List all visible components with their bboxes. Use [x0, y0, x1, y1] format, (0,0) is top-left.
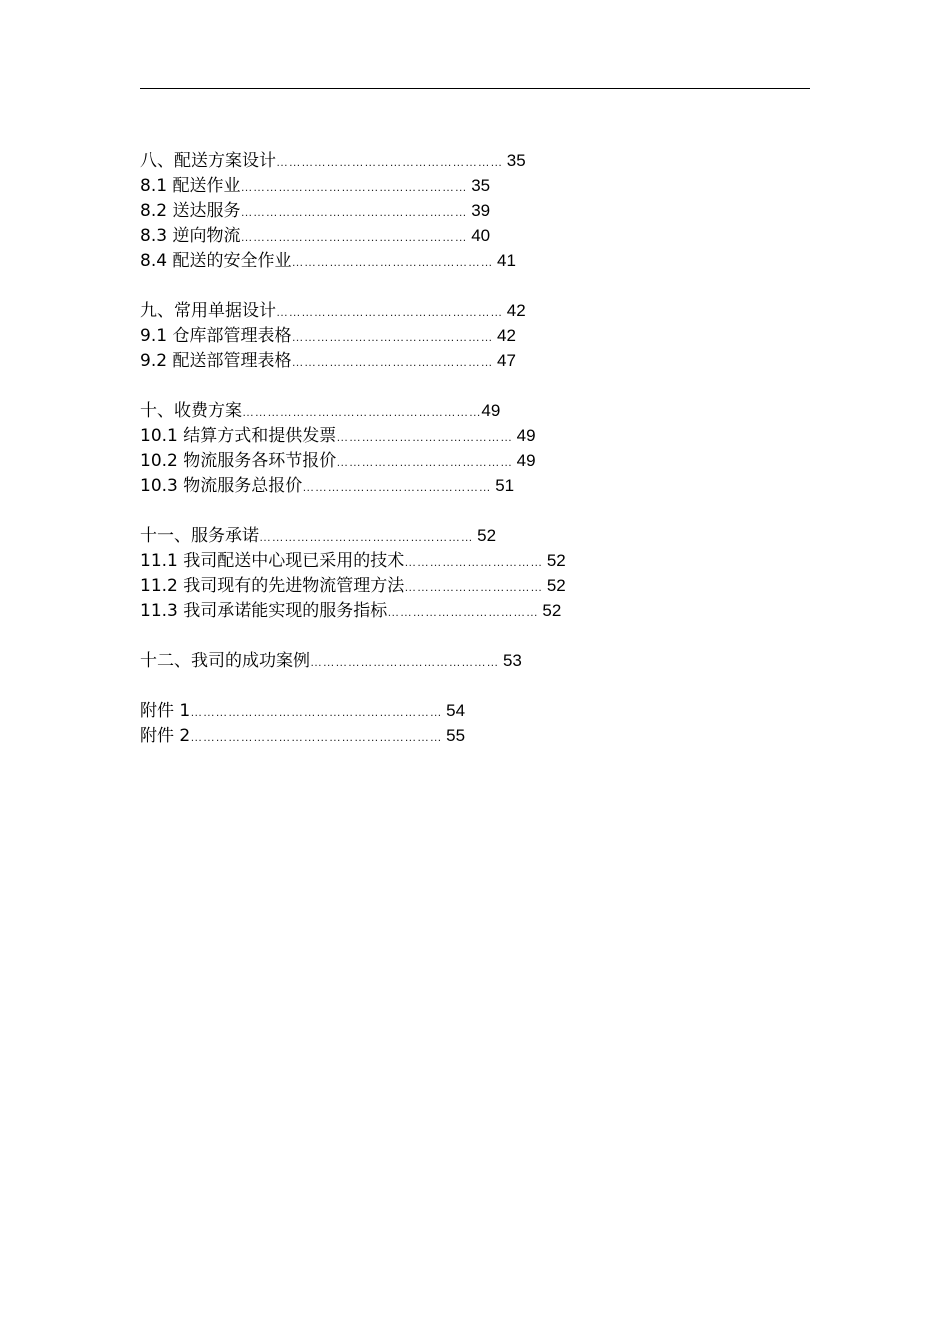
toc-entry-label: 11.3 我司承诺能实现的服务指标: [140, 601, 388, 621]
toc-entry[interactable]: [140, 723, 740, 748]
toc-dot-leader: ………………………………………………: [276, 305, 507, 319]
toc-entry[interactable]: [140, 323, 740, 348]
toc-entry-label: 8.4 配送的安全作业: [140, 251, 292, 271]
toc-dot-leader: ……………………………………………………: [190, 705, 447, 719]
toc-dot-leader: ………………………………………………: [240, 205, 472, 219]
toc-entry-label: 九、常用单据设计: [140, 301, 276, 321]
toc-page-number: 41: [497, 251, 516, 270]
toc-entry[interactable]: [140, 223, 740, 248]
toc-dot-leader: …………………………………………: [291, 330, 497, 344]
toc-entry[interactable]: [140, 198, 740, 223]
toc-page-number: 35: [471, 176, 491, 195]
toc-dot-leader: ……………………………………………: [259, 530, 478, 544]
toc-entry[interactable]: [140, 398, 740, 423]
toc-entry[interactable]: [140, 448, 740, 473]
toc-dot-leader: ………………………………: [387, 605, 543, 619]
toc-page-number: 40: [471, 226, 491, 245]
toc-dot-leader: ……………………………………: [336, 455, 517, 469]
toc-entry[interactable]: [140, 173, 740, 198]
toc-entry[interactable]: [140, 598, 740, 623]
toc-page-number: 51: [495, 476, 515, 495]
toc-dot-leader: …………………………………………………: [242, 405, 482, 419]
toc-dot-leader: ………………………………………: [310, 655, 503, 669]
toc-dot-leader: ………………………………………………: [240, 180, 472, 194]
toc-entry-label: 八、配送方案设计: [140, 151, 276, 171]
toc-page-number: 55: [446, 726, 466, 745]
toc-entry[interactable]: [140, 648, 740, 673]
toc-entry[interactable]: [140, 423, 740, 448]
toc-entry-label: 8.2 送达服务: [140, 201, 241, 221]
toc-page-number: 52: [546, 576, 566, 595]
toc-group: [140, 698, 740, 748]
toc-entry-label: 十二、我司的成功案例: [140, 651, 310, 671]
toc-entry[interactable]: [140, 473, 740, 498]
toc-page-number: 52: [477, 526, 497, 545]
toc-page-number: 35: [506, 151, 526, 170]
toc-entry-label: 10.1 结算方式和提供发票: [140, 426, 337, 446]
toc-entry-label: 十、收费方案: [140, 401, 242, 421]
toc-dot-leader: ……………………………………………………: [190, 730, 447, 744]
toc-page-number: 42: [497, 326, 516, 345]
toc-dot-leader: ………………………………………: [302, 480, 496, 494]
toc-dot-leader: …………………………………………: [291, 255, 497, 269]
toc-entry-label: 附件 1: [140, 701, 191, 721]
toc-entry[interactable]: [140, 548, 740, 573]
toc-entry-label: 11.2 我司现有的先进物流管理方法: [140, 576, 405, 596]
toc-entry[interactable]: [140, 148, 740, 173]
toc-entry[interactable]: [140, 348, 740, 373]
toc-entry-label: 10.3 物流服务总报价: [140, 476, 303, 496]
toc-entry-label: 附件 2: [140, 726, 191, 746]
toc-page-number: 52: [542, 601, 562, 620]
toc-dot-leader: ……………………………: [404, 555, 547, 569]
table-of-contents: [140, 148, 740, 773]
toc-dot-leader: ……………………………: [404, 580, 547, 594]
toc-entry[interactable]: [140, 573, 740, 598]
toc-page-number: 53: [502, 651, 522, 670]
toc-page-number: 49: [516, 426, 536, 445]
toc-entry-label: 十一、服务承诺: [140, 526, 259, 546]
toc-page-number: 52: [546, 551, 566, 570]
toc-page-number: 42: [506, 301, 526, 320]
toc-group: [140, 298, 740, 373]
toc-entry-label: 9.2 配送部管理表格: [140, 351, 292, 371]
toc-entry-label: 8.3 逆向物流: [140, 226, 241, 246]
toc-page-number: 39: [471, 201, 491, 220]
toc-group: [140, 648, 740, 673]
toc-entry-label: 9.1 仓库部管理表格: [140, 326, 292, 346]
toc-dot-leader: …………………………………………: [291, 355, 497, 369]
toc-page-number: 49: [481, 401, 501, 420]
toc-entry-label: 10.2 物流服务各环节报价: [140, 451, 337, 471]
toc-page-number: 47: [497, 351, 516, 370]
toc-page-number: 54: [446, 701, 466, 720]
toc-entry[interactable]: [140, 298, 740, 323]
toc-group: [140, 523, 740, 623]
toc-entry-label: 11.1 我司配送中心现已采用的技术: [140, 551, 405, 571]
header-rule: [140, 88, 810, 89]
toc-dot-leader: ………………………………………………: [276, 155, 507, 169]
toc-dot-leader: ……………………………………: [336, 430, 517, 444]
toc-entry[interactable]: [140, 523, 740, 548]
toc-entry[interactable]: [140, 698, 740, 723]
toc-entry[interactable]: [140, 248, 740, 273]
toc-dot-leader: ………………………………………………: [240, 230, 472, 244]
toc-group: [140, 148, 740, 273]
toc-entry-label: 8.1 配送作业: [140, 176, 241, 196]
toc-page-number: 49: [516, 451, 536, 470]
toc-group: [140, 398, 740, 498]
